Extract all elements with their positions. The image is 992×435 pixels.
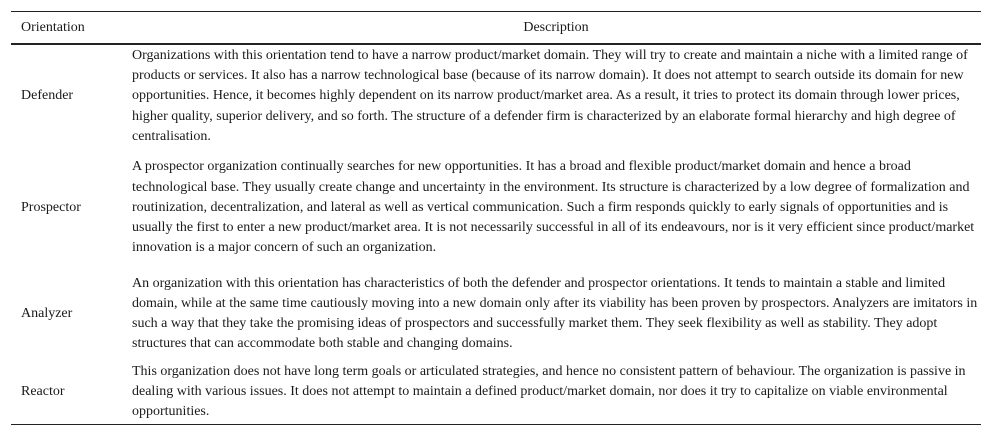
table-row [11,360,981,425]
description-cell-reactor: This organization does not have long term goals or articulated strategies, and hence no consistent pattern of behaviour. The organization is passive in dealing with various issues. It does not attempt to maintain a defined product/market domain, nor does it try to capitalize on viable environmental opportunities. [132,363,966,420]
header-row [11,12,981,45]
header-orientation: Orientation [21,19,85,35]
table-row [11,44,981,148]
table-header [11,12,981,45]
description-cell-prospector: A prospector organization continually searches for new opportunities. It has a broad and flexible product/market domain and hence a broad technological base. They usually create change and uncertainty in the environment. Its structure is characterized by a low degree of formalization and routinization, decentralization, and lateral as well as vertical communication. Such a firm responds quickly to early signals of opportunities and is usually the first to enter a new product/market area. It is not necessarily successful in all of its endeavours, nor is it very efficient since product/market innovation is a major concern of such an organization. [132,159,975,256]
table-row [11,268,981,360]
orientation-table-container [11,11,981,425]
orientation-cell-analyzer: Analyzer [21,305,73,321]
table-body [11,44,981,425]
description-cell-defender: Organizations with this orientation tend to have a narrow product/market domain. They will try to create and maintain a niche with a limited range of products or services. It also has a narrow technological base (because of its narrow domain). It does not attempt to search outside its domain for new opportunities. Hence, it becomes highly dependent on its narrow product/market area. As a result, it tries to protect its domain through lower prices, higher quality, superior delivery, and so forth. The structure of a defender firm is characterized by an elaborate formal hierarchy and high degree of centralisation. [132,47,968,144]
orientation-cell-prospector: Prospector [21,199,81,215]
description-cell-analyzer: An organization with this orientation has characteristics of both the defender and prospector orientations. It tends to maintain a stable and limited domain, while at the same time cautiously moving into a new domain only after its viability has been proven by prospectors. Analyzers are imitators in such a way that they take the promising ideas of prospectors and successfully market them. They seek flexibility as well as stability. They adopt structures that can accommodate both stable and changing domains. [132,275,978,352]
orientation-cell-reactor: Reactor [21,383,65,399]
orientation-table [11,11,981,425]
table-row [11,148,981,268]
header-description: Description [523,19,589,35]
orientation-cell-defender: Defender [21,88,74,104]
